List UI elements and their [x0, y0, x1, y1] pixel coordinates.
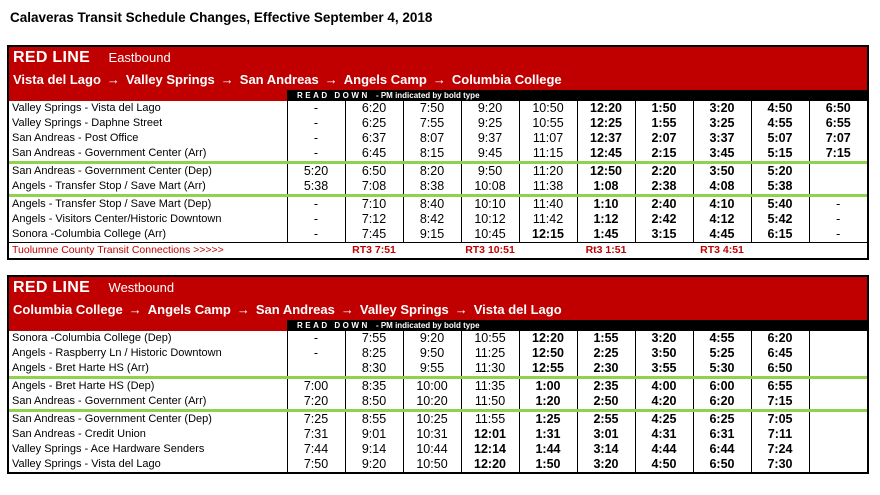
departure-time: 12:45	[577, 146, 635, 163]
departure-time: 6:20	[345, 101, 403, 116]
stop-name: San Andreas - Government Center (Dep)	[9, 163, 287, 180]
route-stop: San Andreas	[239, 72, 319, 87]
departure-time: 5:07	[751, 131, 809, 146]
route-stop: Angels Camp	[147, 302, 231, 317]
departure-time: 11:07	[519, 131, 577, 146]
departure-time: 8:07	[403, 131, 461, 146]
transit-connections-row	[9, 243, 867, 259]
departure-time: 1:45	[577, 227, 635, 243]
stop-name: Valley Springs - Ace Hardware Senders	[12, 443, 205, 455]
departure-time: 7:50	[287, 457, 345, 472]
departure-time: 4:08	[693, 179, 751, 196]
departure-time: 8:38	[403, 179, 461, 196]
departure-time: 6:37	[345, 131, 403, 146]
departure-time: 9:14	[345, 442, 403, 457]
departure-time: 6:25	[693, 411, 751, 428]
departure-time: 7:31	[287, 427, 345, 442]
departure-time	[809, 346, 867, 361]
connection-time: RT3 4:51	[693, 243, 751, 259]
departure-time: 12:01	[461, 427, 519, 442]
schedule-row	[9, 427, 867, 442]
departure-time: 12:20	[519, 331, 577, 346]
stop-name: Angels - Bret Harte HS (Dep)	[9, 378, 287, 395]
departure-time: 2:30	[577, 361, 635, 378]
connection-time: Rt3 1:51	[577, 243, 635, 259]
departure-time: 12:20	[461, 457, 519, 472]
stop-name: Angels - Transfer Stop / Save Mart (Arr)	[12, 180, 206, 192]
departure-time: 10:12	[461, 212, 519, 227]
connection-time	[287, 243, 345, 259]
connection-time	[519, 243, 577, 259]
departure-time: 6:55	[751, 378, 809, 395]
document-title: Calaveras Transit Schedule Changes, Effective September 4, 2018	[10, 10, 433, 25]
departure-time: 6:31	[693, 427, 751, 442]
departure-time: 3:20	[577, 457, 635, 472]
departure-time: 8:25	[345, 346, 403, 361]
arrow-right-icon: →	[106, 72, 120, 87]
departure-time: 4:50	[751, 101, 809, 116]
departure-time: 6:45	[345, 146, 403, 163]
departure-time: 1:08	[577, 179, 635, 196]
departure-time: 9:55	[403, 361, 461, 378]
departure-time: -	[287, 212, 345, 227]
departure-time: -	[809, 227, 867, 243]
departure-time: 6:44	[693, 442, 751, 457]
departure-time: 7:12	[345, 212, 403, 227]
departure-time: 3:14	[577, 442, 635, 457]
departure-time: 3:55	[635, 361, 693, 378]
departure-time: 5:40	[751, 196, 809, 213]
departure-time: 10:10	[461, 196, 519, 213]
departure-time: 3:25	[693, 116, 751, 131]
departure-time: 7:30	[751, 457, 809, 472]
departure-time: 7:50	[403, 101, 461, 116]
stop-name: Sonora -Columbia College (Dep)	[12, 332, 172, 344]
departure-time: 10:50	[519, 101, 577, 116]
route-stop: Vista del Lago	[13, 72, 101, 87]
westbound-timetable	[9, 331, 867, 472]
departure-time: 7:24	[751, 442, 809, 457]
departure-time: 10:55	[519, 116, 577, 131]
departure-time: 12:15	[519, 227, 577, 243]
arrow-right-icon: →	[454, 302, 468, 317]
departure-time: 2:07	[635, 131, 693, 146]
stop-name: Sonora -Columbia College (Arr)	[12, 228, 167, 240]
departure-time: 1:00	[519, 378, 577, 395]
departure-time	[809, 442, 867, 457]
departure-time: 7:45	[345, 227, 403, 243]
connections-label: Tuolumne County Transit Connections >>>>>	[9, 243, 287, 259]
departure-time	[809, 427, 867, 442]
stop-name: San Andreas - Post Office	[12, 132, 139, 144]
departure-time: -	[287, 346, 345, 361]
connection-time	[635, 243, 693, 259]
stop-name: San Andreas - Government Center (Arr)	[12, 395, 207, 407]
departure-time: 11:25	[461, 346, 519, 361]
departure-time: 4:20	[635, 394, 693, 411]
departure-time: -	[287, 101, 345, 116]
departure-time: 5:20	[751, 163, 809, 180]
route-stop: San Andreas	[255, 302, 335, 317]
line-name: RED LINE	[13, 279, 91, 296]
departure-time: 1:50	[635, 101, 693, 116]
stop-name: Valley Springs - Vista del Lago	[12, 102, 161, 114]
departure-time: 1:31	[519, 427, 577, 442]
departure-time: 1:20	[519, 394, 577, 411]
stop-name: Valley Springs - Vista del Lago	[12, 458, 161, 470]
departure-time: 4:50	[635, 457, 693, 472]
departure-time	[809, 457, 867, 472]
departure-time: 2:42	[635, 212, 693, 227]
departure-time: 11:55	[461, 411, 519, 428]
departure-time: 2:38	[635, 179, 693, 196]
route-summary	[9, 299, 867, 320]
departure-time: 4:10	[693, 196, 751, 213]
departure-time: 4:45	[693, 227, 751, 243]
departure-time: 12:50	[577, 163, 635, 180]
departure-time: 12:14	[461, 442, 519, 457]
arrow-right-icon: →	[236, 302, 250, 317]
departure-time: 6:00	[693, 378, 751, 395]
departure-time: 5:38	[287, 179, 345, 196]
departure-time: 5:15	[751, 146, 809, 163]
schedule-row	[9, 101, 867, 116]
departure-time: 1:50	[519, 457, 577, 472]
pm-bold-note: - PM indicated by bold type	[375, 321, 480, 330]
read-down-banner	[287, 320, 867, 331]
departure-time: 7:55	[345, 331, 403, 346]
departure-time: 2:20	[635, 163, 693, 180]
departure-time: 4:44	[635, 442, 693, 457]
departure-time: -	[287, 196, 345, 213]
departure-time: 7:10	[345, 196, 403, 213]
departure-time: 10:45	[461, 227, 519, 243]
departure-time: 10:08	[461, 179, 519, 196]
pm-bold-note: - PM indicated by bold type	[375, 91, 480, 100]
departure-time: 8:30	[345, 361, 403, 378]
schedule-row	[9, 146, 867, 163]
arrow-right-icon: →	[128, 302, 142, 317]
route-stop: Columbia College	[13, 302, 123, 317]
schedule-row	[9, 442, 867, 457]
departure-time: 10:20	[403, 394, 461, 411]
schedule-row	[9, 378, 867, 395]
departure-time: 1:55	[635, 116, 693, 131]
departure-time: 12:20	[577, 101, 635, 116]
departure-time	[809, 361, 867, 378]
departure-time: 12:55	[519, 361, 577, 378]
route-summary	[9, 69, 867, 90]
departure-time: 7:25	[287, 411, 345, 428]
departure-time: 1:44	[519, 442, 577, 457]
departure-time: 9:50	[461, 163, 519, 180]
departure-time: 8:35	[345, 378, 403, 395]
departure-time: -	[287, 146, 345, 163]
departure-time: -	[287, 227, 345, 243]
schedule-row	[9, 346, 867, 361]
departure-time: 9:20	[403, 331, 461, 346]
departure-time: 6:50	[345, 163, 403, 180]
departure-time: 3:50	[635, 346, 693, 361]
departure-time: 6:50	[693, 457, 751, 472]
departure-time: 2:55	[577, 411, 635, 428]
departure-time: 2:25	[577, 346, 635, 361]
departure-time: 11:38	[519, 179, 577, 196]
departure-time: 4:55	[693, 331, 751, 346]
arrow-right-icon: →	[220, 72, 234, 87]
departure-time: 3:15	[635, 227, 693, 243]
connection-time	[809, 243, 867, 259]
read-down-banner	[287, 90, 867, 101]
departure-time: 3:20	[635, 331, 693, 346]
read-down-label: READ DOWN	[297, 91, 370, 100]
schedule-row	[9, 361, 867, 378]
stop-name: San Andreas - Government Center (Dep)	[9, 411, 287, 428]
departure-time: 11:20	[519, 163, 577, 180]
departure-time: 12:25	[577, 116, 635, 131]
departure-time: 7:55	[403, 116, 461, 131]
departure-time: 9:37	[461, 131, 519, 146]
departure-time: 11:50	[461, 394, 519, 411]
departure-time: 10:00	[403, 378, 461, 395]
departure-time: 11:42	[519, 212, 577, 227]
departure-time: 4:25	[635, 411, 693, 428]
schedule-row	[9, 227, 867, 243]
departure-time: 10:25	[403, 411, 461, 428]
departure-time: 9:25	[461, 116, 519, 131]
connection-time	[403, 243, 461, 259]
stop-name: Angels - Bret Harte HS (Arr)	[12, 362, 149, 374]
connection-time	[751, 243, 809, 259]
departure-time	[809, 179, 867, 196]
departure-time: 8:15	[403, 146, 461, 163]
route-stop: Valley Springs	[125, 72, 215, 87]
departure-time: -	[809, 196, 867, 213]
departure-time: 7:20	[287, 394, 345, 411]
departure-time: 8:55	[345, 411, 403, 428]
departure-time: 3:37	[693, 131, 751, 146]
departure-time: -	[287, 116, 345, 131]
arrow-right-icon: →	[340, 302, 354, 317]
departure-time: 7:00	[287, 378, 345, 395]
departure-time	[809, 163, 867, 180]
departure-time: 9:50	[403, 346, 461, 361]
eastbound-schedule	[7, 45, 869, 260]
eastbound-timetable	[9, 101, 867, 258]
departure-time: 8:50	[345, 394, 403, 411]
stop-name: Angels - Visitors Center/Historic Downtown	[12, 213, 222, 225]
schedule-row	[9, 163, 867, 180]
departure-time: 4:55	[751, 116, 809, 131]
departure-time	[287, 361, 345, 378]
schedule-row	[9, 457, 867, 472]
departure-time: 6:25	[345, 116, 403, 131]
departure-time: 9:45	[461, 146, 519, 163]
schedule-row	[9, 411, 867, 428]
departure-time: 8:40	[403, 196, 461, 213]
departure-time: -	[287, 331, 345, 346]
departure-time: 2:15	[635, 146, 693, 163]
route-stop: Valley Springs	[359, 302, 449, 317]
departure-time: 6:50	[751, 361, 809, 378]
departure-time: 1:10	[577, 196, 635, 213]
departure-time: 7:15	[751, 394, 809, 411]
departure-time: 1:55	[577, 331, 635, 346]
direction-label: Westbound	[108, 280, 175, 295]
departure-time	[809, 411, 867, 428]
departure-time: 7:07	[809, 131, 867, 146]
departure-time: 12:37	[577, 131, 635, 146]
departure-time	[809, 378, 867, 395]
schedule-row	[9, 212, 867, 227]
departure-time: 5:38	[751, 179, 809, 196]
stop-name: Angels - Transfer Stop / Save Mart (Dep)	[9, 196, 287, 213]
departure-time: 6:20	[751, 331, 809, 346]
line-name: RED LINE	[13, 49, 91, 66]
departure-time	[809, 394, 867, 411]
stop-name: San Andreas - Credit Union	[12, 428, 146, 440]
direction-label: Eastbound	[108, 50, 171, 65]
route-stop: Vista del Lago	[473, 302, 562, 317]
departure-time: 8:20	[403, 163, 461, 180]
schedule-row	[9, 179, 867, 196]
departure-time: 11:15	[519, 146, 577, 163]
departure-time: 3:01	[577, 427, 635, 442]
departure-time: 3:20	[693, 101, 751, 116]
departure-time: 1:25	[519, 411, 577, 428]
departure-time: 11:40	[519, 196, 577, 213]
departure-time: 1:12	[577, 212, 635, 227]
departure-time: 8:42	[403, 212, 461, 227]
departure-time: 5:25	[693, 346, 751, 361]
departure-time: -	[287, 131, 345, 146]
schedule-row	[9, 394, 867, 411]
departure-time: 4:00	[635, 378, 693, 395]
departure-time: 6:45	[751, 346, 809, 361]
eastbound-header-band	[9, 47, 867, 101]
schedule-row	[9, 331, 867, 346]
connection-time: RT3 7:51	[345, 243, 403, 259]
schedule-row	[9, 116, 867, 131]
departure-time: 7:44	[287, 442, 345, 457]
stop-name: Angels - Raspberry Ln / Historic Downtown	[12, 347, 222, 359]
departure-time: 5:30	[693, 361, 751, 378]
route-stop: Columbia College	[451, 72, 562, 87]
departure-time: 7:08	[345, 179, 403, 196]
read-down-label: READ DOWN	[297, 321, 370, 330]
departure-time: 5:20	[287, 163, 345, 180]
departure-time: 9:20	[345, 457, 403, 472]
departure-time: 11:35	[461, 378, 519, 395]
departure-time: 6:50	[809, 101, 867, 116]
connection-time: RT3 10:51	[461, 243, 519, 259]
departure-time: 6:20	[693, 394, 751, 411]
departure-time: 3:50	[693, 163, 751, 180]
departure-time: 2:35	[577, 378, 635, 395]
departure-time: 7:11	[751, 427, 809, 442]
departure-time: 3:45	[693, 146, 751, 163]
route-stop: Angels Camp	[343, 72, 427, 87]
departure-time: 10:31	[403, 427, 461, 442]
stop-name: Valley Springs - Daphne Street	[12, 117, 163, 129]
westbound-header-band	[9, 277, 867, 331]
westbound-schedule	[7, 275, 869, 474]
arrow-right-icon: →	[432, 72, 446, 87]
departure-time: 12:50	[519, 346, 577, 361]
schedule-row	[9, 196, 867, 213]
schedule-row	[9, 131, 867, 146]
departure-time: 4:31	[635, 427, 693, 442]
departure-time: 10:55	[461, 331, 519, 346]
arrow-right-icon: →	[324, 72, 338, 87]
departure-time: 2:50	[577, 394, 635, 411]
departure-time: 2:40	[635, 196, 693, 213]
departure-time: 9:20	[461, 101, 519, 116]
departure-time: 10:50	[403, 457, 461, 472]
departure-time: 9:15	[403, 227, 461, 243]
departure-time: 10:44	[403, 442, 461, 457]
departure-time: 7:15	[809, 146, 867, 163]
departure-time: 6:15	[751, 227, 809, 243]
departure-time: 9:01	[345, 427, 403, 442]
departure-time: -	[809, 212, 867, 227]
departure-time: 7:05	[751, 411, 809, 428]
stop-name: San Andreas - Government Center (Arr)	[12, 147, 207, 159]
departure-time: 4:12	[693, 212, 751, 227]
departure-time: 5:42	[751, 212, 809, 227]
departure-time: 11:30	[461, 361, 519, 378]
departure-time	[809, 331, 867, 346]
departure-time: 6:55	[809, 116, 867, 131]
